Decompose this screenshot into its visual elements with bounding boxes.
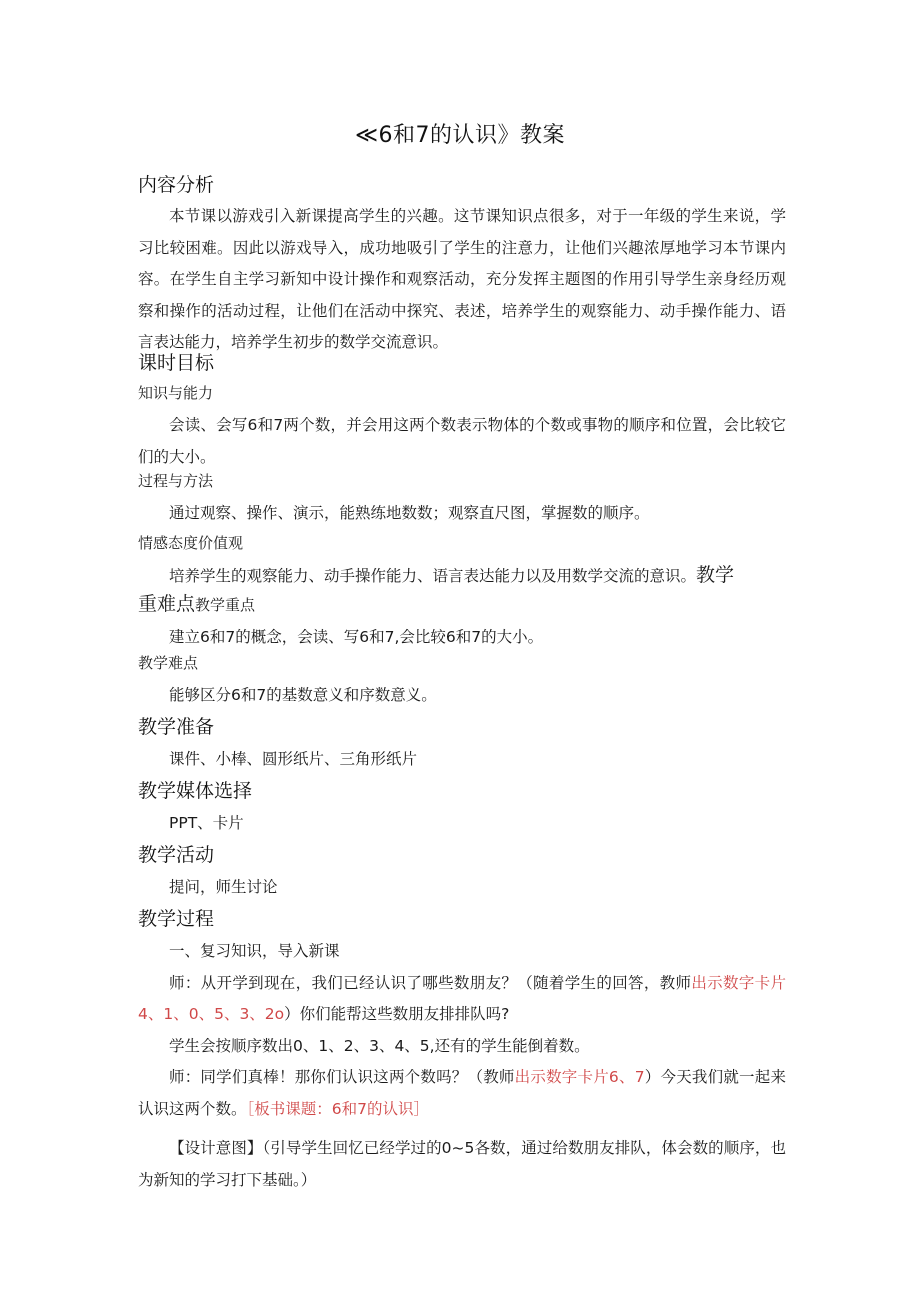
- paragraph: PPT、卡片: [169, 814, 244, 832]
- subsection: [138, 532, 786, 593]
- paragraph-text: 师：从开学到现在，我们已经认识了哪些数朋友？（随着学生的回答，教师: [169, 973, 692, 992]
- section-heading: 教学过程: [138, 908, 215, 930]
- paragraph-text: 培养学生的观察能力、动手操作能力、语言表达能力以及用数学交流的意识。: [169, 567, 697, 585]
- section-process: [138, 906, 786, 1196]
- subsection-heading: 知识与能力: [138, 384, 214, 402]
- subsection-heading: [138, 593, 786, 616]
- subsection-heading-text: 教学重点: [195, 596, 256, 614]
- board-title-text: ［板书课题：6和7的认识］: [246, 1099, 429, 1118]
- paragraph: 学生会按顺序数出0、1、2、3、4、5,还有的学生能倒着数。: [169, 1036, 590, 1055]
- subsection-heading: 过程与方法: [138, 472, 214, 490]
- paragraph-text: ）今天我们就一起来认识这两个数。: [138, 1068, 786, 1118]
- section-heading: 教学活动: [138, 844, 215, 866]
- paragraph: 会读、会写6和7两个数，并会用这两个数表示物体的个数或事物的顺序和位置，会比较它们的大小。: [138, 416, 786, 466]
- paragraph: 一、复习知识，导入新课: [169, 942, 340, 960]
- section-heading: 教学准备: [138, 716, 215, 738]
- subsection-heading: 情感态度价值观: [138, 534, 244, 552]
- document-title: ≪6和7的认识》教案: [354, 123, 566, 148]
- paragraph: [138, 968, 786, 1031]
- highlight-text: 出示数字卡片6、7: [514, 1068, 645, 1086]
- paragraph: 能够区分6和7的基数意义和序数意义。: [169, 686, 437, 704]
- paragraph: [138, 1062, 786, 1125]
- section-heading: 教学媒体选择: [138, 780, 253, 802]
- design-intent-paragraph: 【设计意图】（引导学生回忆已经学过的0~5各数，通过给数朋友排队，体会数的顺序，也为新知的学习打下基础。）: [138, 1139, 786, 1189]
- highlight-text: 出示数字卡片4、1、0、5、3、2o: [138, 973, 786, 1023]
- section-heading: 课时目标: [138, 352, 215, 374]
- section-media: [138, 778, 786, 840]
- subsection: [138, 470, 786, 530]
- section-heading: 内容分析: [138, 174, 215, 196]
- paragraph-text: 师：同学们真棒！那你们认识这两个数吗？（教师: [169, 1068, 515, 1086]
- paragraph: 建立6和7的概念，会读、写6和7,会比较6和7的大小。: [169, 628, 544, 646]
- inline-heading: 教学: [696, 564, 735, 586]
- paragraph: 通过观察、操作、演示，能熟练地数数；观察直尺图，掌握数的顺序。: [169, 504, 650, 522]
- section-content-analysis: [138, 172, 786, 359]
- paragraph: 提问，师生讨论: [169, 878, 278, 896]
- paragraph: 课件、小棒、圆形纸片、三角形纸片: [169, 750, 418, 768]
- section-preparation: [138, 714, 786, 776]
- subsection-key-points: [138, 593, 786, 654]
- paragraph: 本节课以游戏引入新课提高学生的兴趣。这节课知识点很多，对于一年级的学生来说，学习比较困难。因此以游戏导入，成功地吸引了学生的注意力，让他们兴趣浓厚地学习本节课内容。在学生自主学习新知中设计操作和观察活动，充分发挥主题图的作用引导学生亲身经历观察和操作的活动过程，让他们在活动中探究、表述，培养学生的观察能力、动手操作能力、语言表达能力，培养学生初步的数学交流意识。: [138, 207, 786, 351]
- paragraph: [138, 560, 786, 593]
- subsection: [138, 382, 786, 473]
- section-activity: [138, 842, 786, 904]
- subsection-heading: 教学难点: [138, 654, 199, 672]
- inline-heading: 重难点: [138, 593, 196, 615]
- paragraph-text: ）你们能帮这些数朋友排排队吗?: [284, 1005, 510, 1023]
- subsection: [138, 652, 786, 712]
- section-lesson-goals: [138, 350, 786, 376]
